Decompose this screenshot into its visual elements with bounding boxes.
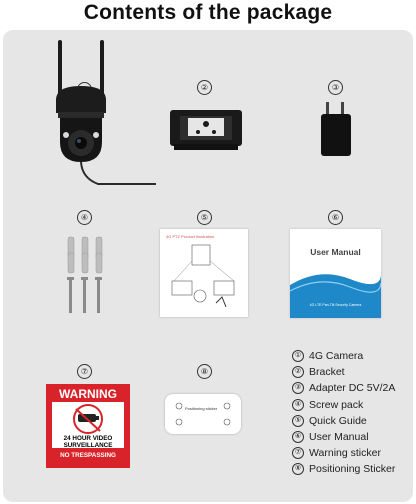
- legend-item: [292, 429, 395, 445]
- warning-sticker-line1: 24 HOUR VIDEO: [63, 435, 113, 442]
- manual-wave-icon: [290, 267, 381, 318]
- legend-number: ③: [292, 382, 304, 394]
- user-manual-subtitle: 4G LTE Pan-Tilt Security Camera: [309, 303, 362, 307]
- guide-diagram-icon: [164, 241, 244, 313]
- item-number-6: ⑥: [328, 210, 343, 225]
- legend-item: [292, 364, 395, 380]
- item-number-5: ⑤: [197, 210, 212, 225]
- legend-label: Warning sticker: [309, 447, 381, 460]
- legend-number: ⑦: [292, 447, 304, 459]
- quick-guide-image: [160, 229, 248, 317]
- item-number-7: ⑦: [77, 364, 92, 379]
- warning-sticker-line2: SURVEILLANCE: [63, 442, 113, 449]
- contents-legend: [292, 348, 395, 478]
- positioning-sticker-image: [165, 394, 241, 434]
- adapter-image: [313, 100, 359, 158]
- user-manual-title: User Manual: [310, 247, 361, 257]
- user-manual-image: [290, 229, 381, 318]
- crosshair-icon: [169, 398, 237, 430]
- warning-sticker-top: WARNING: [59, 387, 117, 401]
- legend-item: [292, 413, 395, 429]
- legend-number: ⑥: [292, 431, 304, 443]
- warning-sticker-bottom: NO TRESPASSING: [60, 452, 116, 459]
- legend-number: ⑤: [292, 415, 304, 427]
- legend-label: Positioning Sticker: [309, 463, 396, 476]
- item-number-8: ⑧: [197, 364, 212, 379]
- legend-number: ①: [292, 350, 304, 362]
- legend-label: 4G Camera: [309, 350, 364, 363]
- bracket-image: [166, 104, 246, 154]
- legend-item: [292, 461, 395, 477]
- warning-sticker-body: [52, 402, 124, 448]
- legend-number: ⑧: [292, 463, 304, 475]
- security-camera-icon: [70, 404, 106, 434]
- legend-label: User Manual: [309, 431, 369, 444]
- legend-number: ④: [292, 399, 304, 411]
- camera-image: [48, 38, 158, 188]
- legend-label: Adapter DC 5V/2A: [309, 382, 396, 395]
- item-number-3: ③: [328, 80, 343, 95]
- legend-item: [292, 445, 395, 461]
- positioning-sticker-label: Positioning sticker: [185, 406, 218, 411]
- legend-item: [292, 348, 395, 364]
- screw-pack-image: [60, 233, 110, 318]
- legend-label: Quick Guide: [309, 414, 367, 427]
- warning-sticker-image: [46, 384, 130, 468]
- page-title: Contents of the package: [83, 1, 333, 24]
- legend-item: [292, 397, 395, 413]
- quick-guide-heading: 4G PTZ Product Illustration: [166, 234, 215, 239]
- legend-item: [292, 380, 395, 396]
- legend-number: ②: [292, 366, 304, 378]
- item-number-4: ④: [77, 210, 92, 225]
- item-number-2: ②: [197, 80, 212, 95]
- legend-label: Bracket: [309, 366, 345, 379]
- legend-label: Screw pack: [309, 398, 364, 411]
